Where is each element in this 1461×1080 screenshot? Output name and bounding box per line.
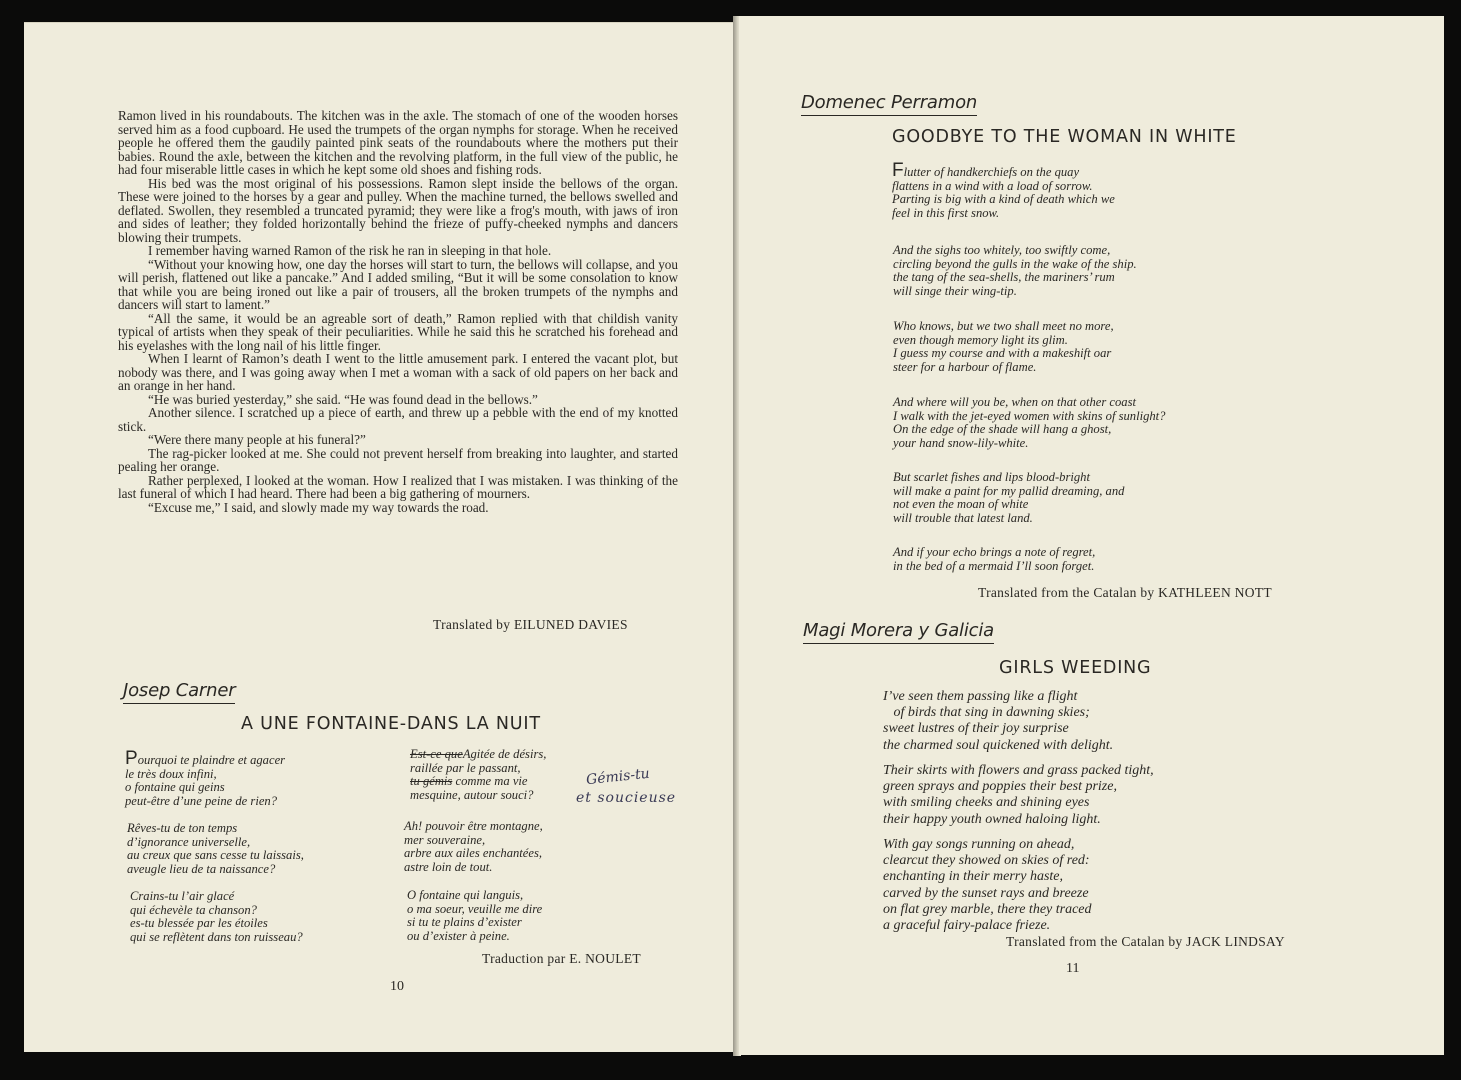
poem-translator-credit: Traduction par E. NOULET <box>482 951 641 966</box>
prose-paragraph: His bed was the most original of his possessions. Ramon slept inside the bellows of the organ. These were joined to the horses by a gear and pulley. When the machine turned, the bellows swelled and deflated. Swollen, they resembled a truncated pyramid; they were like a frog's mouth, with jaws of iron and sides of leather; they folded horizontally behind the frieze of puffy-cheeked nymphs and dancers blowing their trumpets. <box>118 175 678 245</box>
poem-stanza: And where will you be, when on that other coast I walk with the jet-eyed women with skins of sunlight? On the edge of the shade will hang a ghost, your hand snow-lily-white. <box>893 395 1166 450</box>
stanza-line: mesquine, autour souci? <box>410 787 534 802</box>
prose-paragraph: Rather perplexed, I looked at the woman. How I realized that I was mistaken. I was thinking of the last funeral of which I had heard. There had been a big gathering of mourners. <box>118 472 678 501</box>
prose-paragraph: “Excuse me,” I said, and slowly made my way towards the road. <box>148 499 489 515</box>
poem-stanza: But scarlet fishes and lips blood-bright will make a paint for my pallid dreaming, and not even the moan of white will trouble that latest land. <box>893 470 1125 525</box>
poem-stanza: O fontaine qui languis, o ma soeur, veuille me dire si tu te plains d’exister ou d’exister à peine. <box>407 888 543 943</box>
poem-stanza: Who knows, but we two shall meet no more, even though memory light its glim. I guess my course and with a makeshift oar steer for a harbour of flame. <box>893 319 1114 374</box>
poem-translator-credit: Translated from the Catalan by KATHLEEN NOTT <box>978 585 1272 600</box>
prose-paragraph: “All the same, it would be an agreable sort of death,” Ramon replied with that childish vanity typical of artists when they speak of their peculiarities. While he said this he scratched his forehead and his eyelashes with the long nail of his little finger. <box>118 310 678 353</box>
author-heading: Josep Carner <box>123 680 235 704</box>
poem-stanza: With gay songs running on ahead, clearcut they showed on skies of red: enchanting in their merry haste, carved by the sunset rays and breeze on flat grey marble, there they traced a graceful fairy-palace frieze. <box>883 837 1092 934</box>
poem-title: A UNE FONTAINE-DANS LA NUIT <box>241 714 541 734</box>
poem-stanza: Their skirts with flowers and grass packed tight, green sprays and poppies their best prize, with smiling cheeks and shining eyes their happy youth owned haloing light. <box>883 763 1154 827</box>
poem-stanza: Pourquoi te plaindre et agacer le très doux infini, o fontaine qui geins peut-être d’une peine de rien? <box>125 748 286 808</box>
prose-paragraph: “Without your knowing how, one day the horses will start to turn, the bellows will collapse, and you will perish, flattened out like a pancake.” And I added smiling, “But it will be some consolation to know that while you are being ironed out like a pair of trousers, all the broken trumpets of the nymphs and dancers will start to lament.” <box>118 256 678 312</box>
prose-paragraph: When I learnt of Ramon’s death I went to the little amusement park. I entered the vacant plot, but nobody was there, and I was going away when I met a woman with a sack of old papers on her back and an orange in her hand. <box>118 351 678 393</box>
poem-stanza: Crains-tu l’air glacé qui échevèle ta chanson? es-tu blessée par les étoiles qui se reflètent dans ton ruisseau? <box>130 889 303 944</box>
prose-translator-credit: Translated by EILUNED DAVIES <box>433 617 628 632</box>
prose-paragraph: Ramon lived in his roundabouts. The kitchen was in the axle. The stomach of one of the wooden horses served him as a food cupboard. He used the trumpets of the organ nymphs for storage. When he received people he offered them the gaudily painted pink seats of the roundabouts where the mothers put their babies. Round the axle, between the kitchen and the revolving platform, in the full view of the public, he had four miserable little cases in which he kept some old shoes and fishing rods. <box>118 108 678 177</box>
handwritten-note: Gémis-tu <box>585 765 651 789</box>
page-number: 10 <box>390 979 404 994</box>
page-number: 11 <box>1066 961 1080 976</box>
poem-stanza: I’ve seen them passing like a flight of birds that sing in dawning skies; sweet lustres of their joy surprise the charmed soul quickened with delight. <box>883 689 1114 753</box>
poem-translator-credit: Translated from the Catalan by JACK LINDSAY <box>1006 934 1285 949</box>
stanza-line: Agitée de désirs, <box>462 747 547 761</box>
stanza-line: comme ma vie <box>452 774 528 789</box>
stanza-text: lutter of handkerchiefs on the quay flattens in a wind with a load of sorrow. Parting is big with a kind of death which we feel in this first snow. <box>892 165 1115 220</box>
prose-paragraph: “He was buried yesterday,” she said. “He was found dead in the bellows.” <box>148 391 538 407</box>
prose-paragraph: I remember having warned Ramon of the risk he ran in sleeping in that hole. <box>148 243 552 258</box>
struck-text: tu gémis <box>410 774 453 789</box>
prose-text <box>118 109 678 514</box>
handwritten-note: et soucieuse <box>576 790 677 806</box>
author-heading: Domenec Perramon <box>801 92 977 116</box>
author-heading: Magi Morera y Galicia <box>803 620 994 644</box>
poem-stanza: And the sighs too whitely, too swiftly come, circling beyond the gulls in the wake of the ship. the tang of the sea-shells, the mariners’ rum will singe their wing-tip. <box>893 243 1137 298</box>
poem-stanza: Rêves-tu de ton temps d’ignorance universelle, au creux que sans cesse tu laissais, aveugle lieu de ta naissance? <box>127 821 304 876</box>
poem-stanza-annotated <box>410 748 546 802</box>
poem-stanza: Flutter of handkerchiefs on the quay flattens in a wind with a load of sorrow. Parting is big with a kind of death which we feel in this first snow. <box>892 160 1115 220</box>
prose-paragraph: Another silence. I scratched up a piece of earth, and threw up a pebble with the end of my knotted stick. <box>118 405 678 434</box>
prose-paragraph: The rag-picker looked at me. She could not prevent herself from breaking into laughter, and started pealing her orange. <box>118 445 678 474</box>
poem-title: GOODBYE TO THE WOMAN IN WHITE <box>892 127 1237 147</box>
poem-stanza: Ah! pouvoir être montagne, mer souveraine, arbre aux ailes enchantées, astre loin de tout. <box>404 819 543 874</box>
struck-text: Est-ce que <box>410 747 463 761</box>
prose-paragraph: “Were there many people at his funeral?” <box>148 432 366 447</box>
poem-stanza: And if your echo brings a note of regret, in the bed of a mermaid I’ll soon forget. <box>893 545 1096 573</box>
stanza-line: raillée par le passant, <box>410 760 521 775</box>
poem-title: GIRLS WEEDING <box>999 658 1152 678</box>
stanza-text: ourquoi te plaindre et agacer le très doux infini, o fontaine qui geins peut-être d’une peine de rien? <box>125 753 286 808</box>
